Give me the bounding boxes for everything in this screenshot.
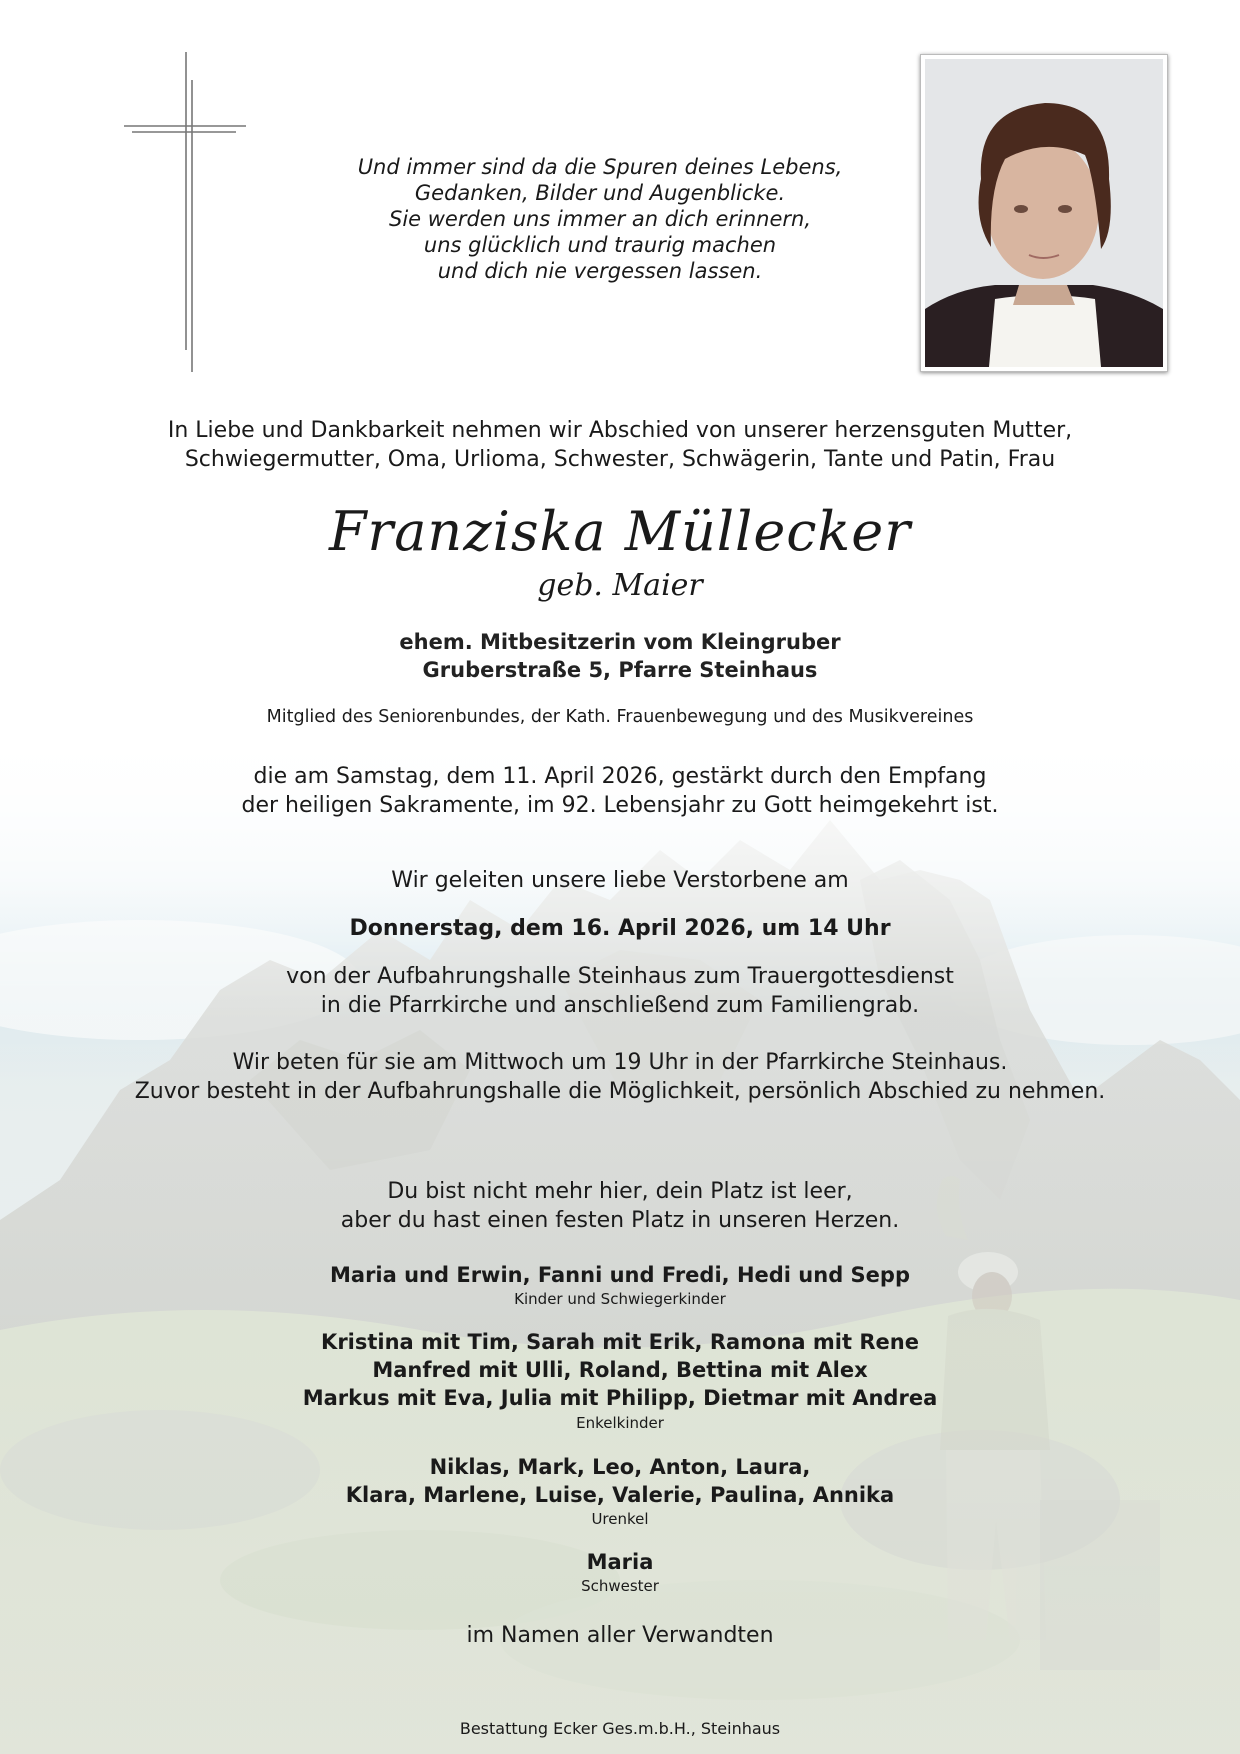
mourner-relation: Enkelkinder <box>576 1414 664 1432</box>
role-line: ehem. Mitbesitzerin vom Kleingruber <box>399 630 841 654</box>
mourner-group-great-grandchildren <box>0 1453 1240 1509</box>
portrait-photo <box>920 54 1168 372</box>
poem-line: Und immer sind da die Spuren deines Lebens, <box>357 155 843 179</box>
poem-line: uns glücklich und traurig machen <box>423 233 777 257</box>
poem-line: Gedanken, Bilder und Augenblicke. <box>414 181 786 205</box>
mourner-names: Maria und Erwin, Fanni und Fredi, Hedi und Sepp <box>330 1263 910 1287</box>
cross-icon <box>110 52 250 372</box>
deceased-name: Franziska Müllecker <box>328 500 912 563</box>
funeral-procession <box>0 962 1240 1020</box>
funeral-home-footer: Bestattung Ecker Ges.m.b.H., Steinhaus <box>459 1719 781 1738</box>
mourner-names: Niklas, Mark, Leo, Anton, Laura, <box>429 1455 811 1479</box>
intro-line: Schwiegermutter, Oma, Urlioma, Schwester, Schwägerin, Tante und Patin, Frau <box>184 447 1056 472</box>
address-line: Gruberstraße 5, Pfarre Steinhaus <box>422 658 818 682</box>
prayer-line: Wir beten für sie am Mittwoch um 19 Uhr in der Pfarrkirche Steinhaus. <box>232 1050 1008 1075</box>
mourner-names: Kristina mit Tim, Sarah mit Erik, Ramona mit Rene <box>321 1330 919 1354</box>
mourner-group-sister <box>0 1548 1240 1576</box>
mourner-names: Maria <box>586 1550 654 1574</box>
role-address <box>0 628 1240 684</box>
death-notice-line: die am Samstag, dem 11. April 2026, gestärkt durch den Empfang <box>253 764 987 789</box>
mourner-names: Manfred mit Ulli, Roland, Bettina mit Alex <box>372 1358 868 1382</box>
prayer-notice <box>0 1048 1240 1106</box>
closing-verse <box>0 1177 1240 1235</box>
opening-poem <box>300 154 900 284</box>
prayer-line: Zuvor besteht in der Aufbahrungshalle die Möglichkeit, persönlich Abschied zu nehmen. <box>134 1079 1106 1104</box>
procession-line: in die Pfarrkirche und anschließend zum Familiengrab. <box>320 993 920 1018</box>
death-notice-line: der heiligen Sakramente, im 92. Lebensjahr zu Gott heimgekehrt ist. <box>241 793 999 818</box>
funeral-lead: Wir geleiten unsere liebe Verstorbene am <box>391 868 849 893</box>
intro-line: In Liebe und Dankbarkeit nehmen wir Abschied von unserer herzensguten Mutter, <box>167 418 1073 443</box>
funeral-date: Donnerstag, dem 16. April 2026, um 14 Uhr <box>349 916 891 941</box>
membership-line: Mitglied des Seniorenbundes, der Kath. Frauenbewegung und des Musikvereines <box>266 707 974 727</box>
mourner-names: Klara, Marlene, Luise, Valerie, Paulina, Annika <box>345 1483 895 1507</box>
verse-line: aber du hast einen festen Platz in unseren Herzen. <box>340 1208 900 1233</box>
intro-text <box>0 416 1240 474</box>
poem-line: und dich nie vergessen lassen. <box>437 259 763 283</box>
portrait-image <box>925 59 1163 367</box>
verse-line: Du bist nicht mehr hier, dein Platz ist leer, <box>387 1179 853 1204</box>
mourner-relation: Kinder und Schwiegerkinder <box>514 1290 726 1308</box>
mourner-names: Markus mit Eva, Julia mit Philipp, Dietmar mit Andrea <box>302 1386 938 1410</box>
mourner-relation: Schwester <box>581 1577 659 1595</box>
poem-line: Sie werden uns immer an dich erinnern, <box>388 207 812 231</box>
procession-line: von der Aufbahrungshalle Steinhaus zum Trauergottesdienst <box>286 964 954 989</box>
maiden-name: geb. Maier <box>537 568 703 603</box>
mourner-group-children <box>0 1261 1240 1289</box>
mourner-relation: Urenkel <box>591 1510 649 1528</box>
death-notice <box>0 762 1240 820</box>
closing-line: im Namen aller Verwandten <box>466 1623 774 1648</box>
mourner-group-grandchildren <box>0 1328 1240 1412</box>
